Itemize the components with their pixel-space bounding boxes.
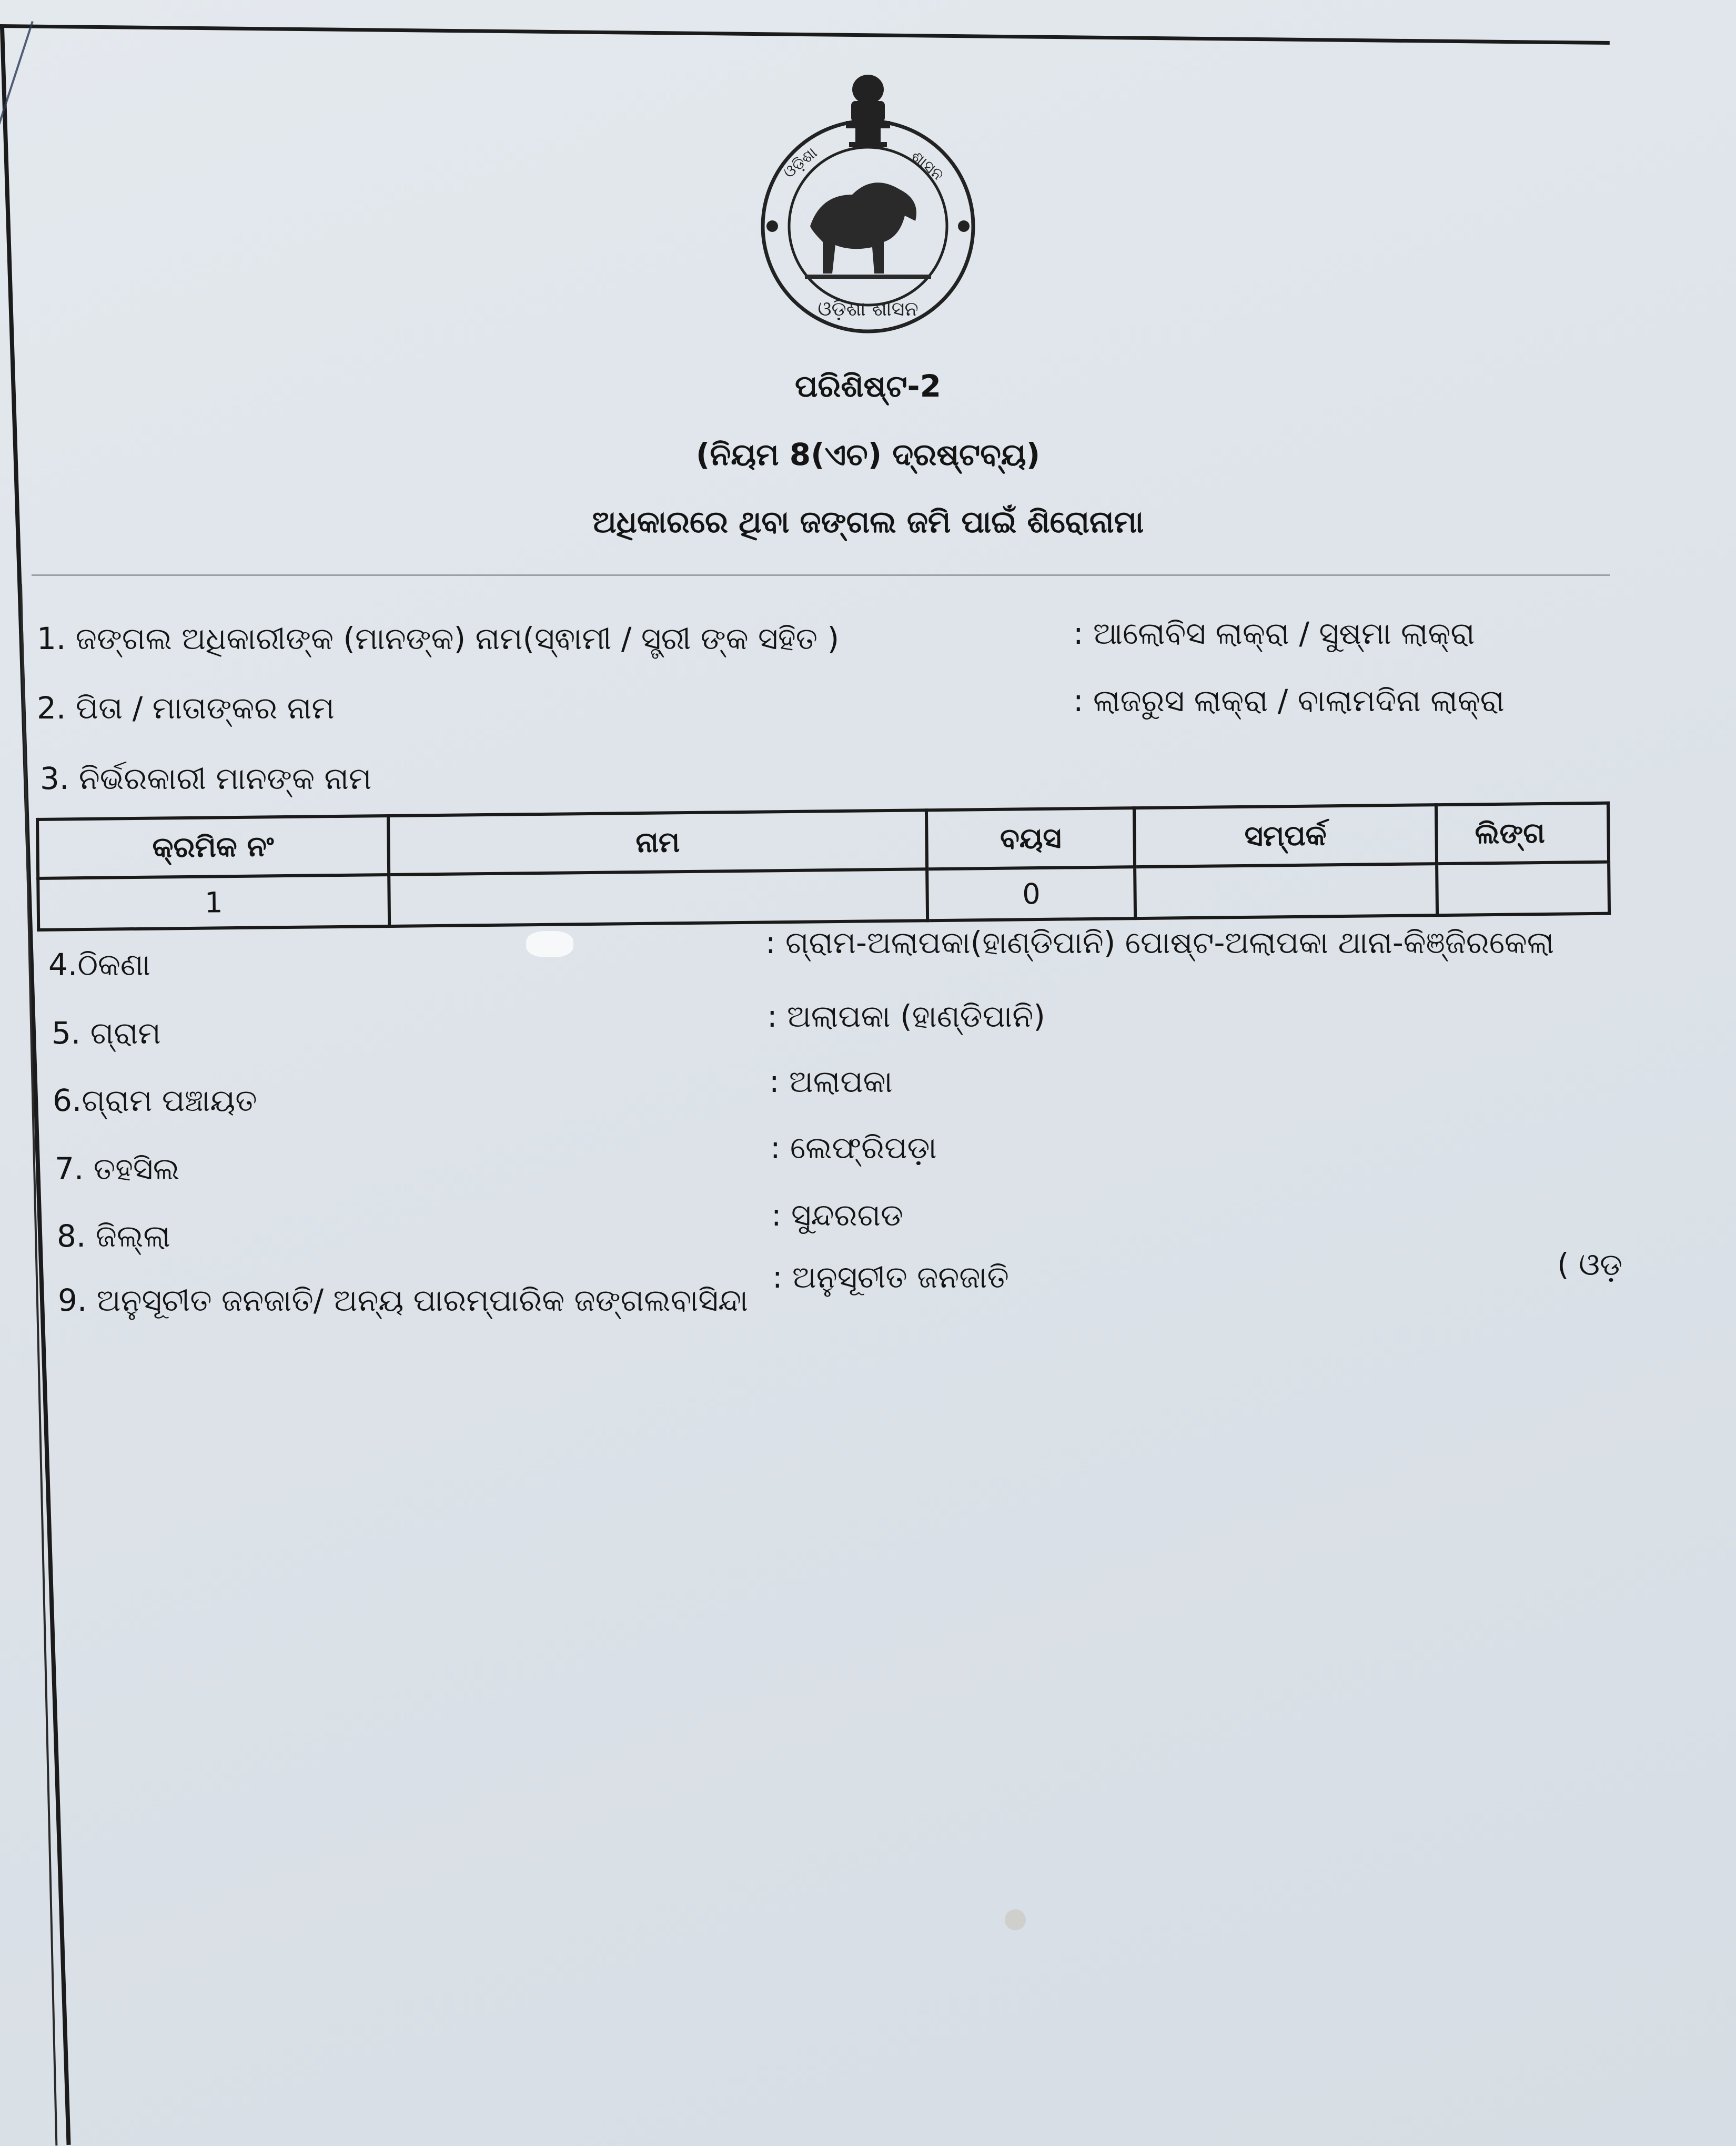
page-border-top — [0, 24, 1610, 45]
dependents-table — [36, 802, 1611, 932]
annexure-title: ପରିଶିଷ୍ଟ-2 — [795, 368, 941, 404]
cell-relation — [1135, 864, 1437, 918]
field-1-value: : ଆଲୋବିସ ଲାକ୍ରା / ସୁଷ୍ମା ଲାକ୍ରା — [1073, 615, 1475, 651]
odisha-government-emblem-icon — [752, 68, 984, 342]
cell-gender — [1437, 862, 1609, 915]
field-4-value: : ଗ୍ରାମ-ଅଲାପକା(ହାଣ୍ଡିପାନି) ପୋଷ୍ଟ-ଅଲାପକା ଥାନା-କିଞ୍ଜିରକେଲା — [765, 925, 1555, 960]
field-5-value: : ଅଲାପକା (ହାଣ୍ଡିପାନି) — [767, 998, 1045, 1034]
col-gender: ଲିଙ୍ଗ — [1436, 803, 1609, 864]
emblem-top-text: ଓଡ଼ିଶା — [780, 143, 821, 183]
emblem-top-text-right: ଶାସନ — [907, 147, 947, 185]
field-6-label: 6.ଗ୍ରାମ ପଞ୍ଚାୟତ — [53, 1082, 257, 1118]
col-age: ବୟସ — [926, 808, 1135, 869]
paper-stain — [1005, 1909, 1026, 1930]
rule-reference: (ନିୟମ 8(ଏଚ) ଦ୍ରଷ୍ଟବ୍ୟ) — [695, 437, 1041, 472]
field-4-label: 4.ଠିକଣା — [48, 947, 150, 983]
field-9-value: : ଅନୁସୂଚୀତ ଜନଜାତି — [772, 1259, 1009, 1295]
glare-spot — [526, 931, 573, 957]
col-relation: ସମ୍ପର୍କ — [1134, 805, 1437, 867]
field-6-value: : ଅଲାପକା — [769, 1064, 893, 1099]
document-subject: ଅଧିକାରରେ ଥିବା ଜଙ୍ଗଲ ଜମି ପାଇଁ ଶିରୋନାମା — [592, 504, 1144, 540]
margin-fragment: ( ଓଡ଼ — [1557, 1247, 1623, 1282]
header-divider — [32, 574, 1610, 576]
col-name: ନାମ — [388, 810, 927, 875]
field-7-value: : ଲେଫ୍ରିପଡ଼ା — [770, 1130, 937, 1166]
field-7-label: 7. ତହସିଲ — [55, 1151, 180, 1187]
field-1-label: 1. ଜଙ୍ଗଲ ଅଧିକାରୀଙ୍କ (ମାନଙ୍କ) ନାମ(ସ୍ଵାମୀ / ସ୍ତ୍ରୀ ଙ୍କ ସହିତ ) — [37, 621, 840, 656]
cell-name — [389, 869, 927, 926]
emblem-bottom-text: ଓଡ଼ିଶା ଶାସନ — [817, 297, 919, 320]
field-9-label: 9. ଅନୁସୂଚୀତ ଜନଜାତି/ ଅନ୍ୟ ପାରମ୍ପାରିକ ଜଙ୍ଗଲବାସିନ୍ଦା — [58, 1282, 749, 1318]
field-8-value: : ସୁନ୍ଦରଗଡ — [771, 1197, 904, 1233]
cell-age: 0 — [927, 867, 1136, 920]
field-2-label: 2. ପିତା / ମାତାଙ୍କର ନାମ — [37, 690, 335, 726]
field-5-label: 5. ଗ୍ରାମ — [52, 1015, 161, 1051]
col-serial-no: କ୍ରମିକ ନଂ — [37, 816, 389, 878]
field-2-value: : ଲାଜରୁସ ଲାକ୍ରା / ବାଲାମଦିନା ଲାକ୍ରା — [1073, 683, 1505, 718]
field-8-label: 8. ଜିଲ୍ଲା — [57, 1218, 170, 1254]
cell-serial-no: 1 — [38, 875, 389, 930]
field-3-label: 3. ନିର୍ଭରକାରୀ ମାନଙ୍କ ନାମ — [40, 761, 372, 796]
